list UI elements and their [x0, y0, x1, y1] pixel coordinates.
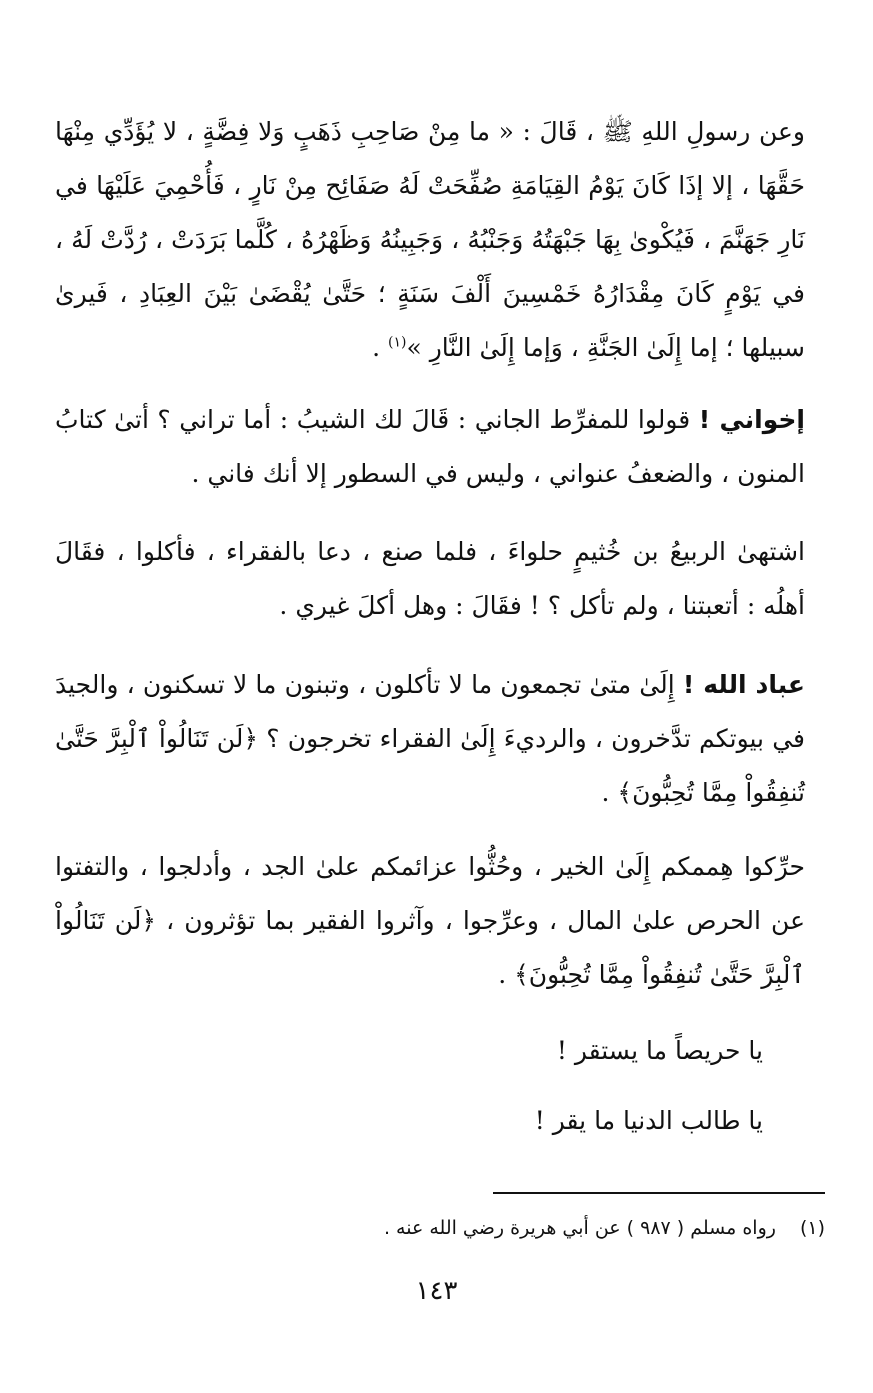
paragraph-text: قولوا للمفرِّط الجاني : قَالَ لك الشيبُ : أما تراني ؟ أتىٰ كتابُ المنون ، والضعفُ عنواني ، وليس في السطور إلا أنك فاني .: [55, 405, 805, 488]
verse-line-1: يا حريصاً ما يستقر !: [556, 1036, 763, 1065]
paragraph-end: .: [498, 960, 515, 989]
footnote: [384, 1217, 825, 1239]
paragraph-exhortation: [55, 840, 805, 1002]
paragraph-text: وعن رسولِ اللهِ ﷺ ، قَالَ : « ما مِنْ صَاحِبِ ذَهَبٍ وَلا فِضَّةٍ ، لا يُؤَدِّي مِنْهَا حَقَّهَا ، إلا إذَا كَانَ يَوْمُ القِيَامَةِ صُفِّحَتْ لَهُ صَفَائِح مِنْ نَارٍ ، فَأُحْمِيَ عَلَيْهَا في نَارِ جَهَنَّمَ ، فَيُكْوىٰ بِهَا جَبْهَتُهُ وَجَنْبُهُ ، وَجَبِينُهُ وَظَهْرُهُ ، كُلَّما بَرَدَتْ ، رُدَّتْ لَهُ ، في يَوْمٍ كَانَ مِقْدَارُهُ خَمْسِينَ أَلْفَ سَنَةٍ ؛ حَتَّىٰ يُقْضَىٰ بَيْنَ العِبَادِ ، فَيرىٰ سبيلها ؛ إما إِلَىٰ الجَنَّةِ ، وَإما إِلَىٰ النَّارِ »: [55, 117, 805, 362]
footnote-text: رواه مسلم ( ٩٨٧ ) عن أبي هريرة رضي الله عنه .: [383, 1217, 776, 1239]
paragraph-end: .: [372, 333, 389, 362]
paragraph-text: إِلَىٰ متىٰ تجمعون ما لا تأكلون ، وتبنون ما لا تسكنون ، والجيدَ في بيوتكم تدَّخرون ، والرديءَ إِلَىٰ الفقراء تخرجون ؟: [55, 670, 805, 753]
paragraph-end: .: [601, 778, 618, 807]
paragraph-rabi: [55, 525, 805, 633]
paragraph-text: اشتهىٰ الربيعُ بن خُثيمٍ حلواءَ ، فلما صنع ، دعا بالفقراء ، فأكلوا ، فقَالَ أهلُه : أتعبتنا ، ولم تأكل ؟ ! فقَالَ : وهل أكلَ غيري .: [55, 537, 805, 620]
page-number: ١٤٣: [415, 1276, 458, 1306]
quran-verse: ﴿لَن تَنَالُواْ ٱلْبِرَّ حَتَّىٰ تُنفِقُواْ مِمَّا تُحِبُّونَ﴾: [55, 906, 805, 989]
footnote-number: (١): [799, 1217, 825, 1239]
paragraph-servants: [55, 658, 805, 820]
footnote-divider: [493, 1192, 825, 1194]
paragraph-brothers: [55, 393, 805, 501]
paragraph-hadith: [55, 105, 805, 375]
paragraph-lead: عباد الله !: [682, 670, 805, 699]
paragraph-lead: إخواني !: [698, 405, 805, 434]
quran-verse: ﴿لَن تَنَالُواْ ٱلْبِرَّ حَتَّىٰ تُنفِقُواْ مِمَّا تُحِبُّونَ﴾: [55, 724, 805, 807]
paragraph-text: حرِّكوا هِممكم إِلَىٰ الخير ، وحُثُّوا عزائمكم علىٰ الجد ، وأدلجوا ، والتفتوا عن الحرص علىٰ المال ، وعرِّجوا ، وآثروا الفقير بما تؤثرون ،: [55, 852, 806, 935]
footnote-reference: (١): [388, 334, 407, 351]
verse-line-2: يا طالب الدنيا ما يقر !: [534, 1106, 763, 1135]
